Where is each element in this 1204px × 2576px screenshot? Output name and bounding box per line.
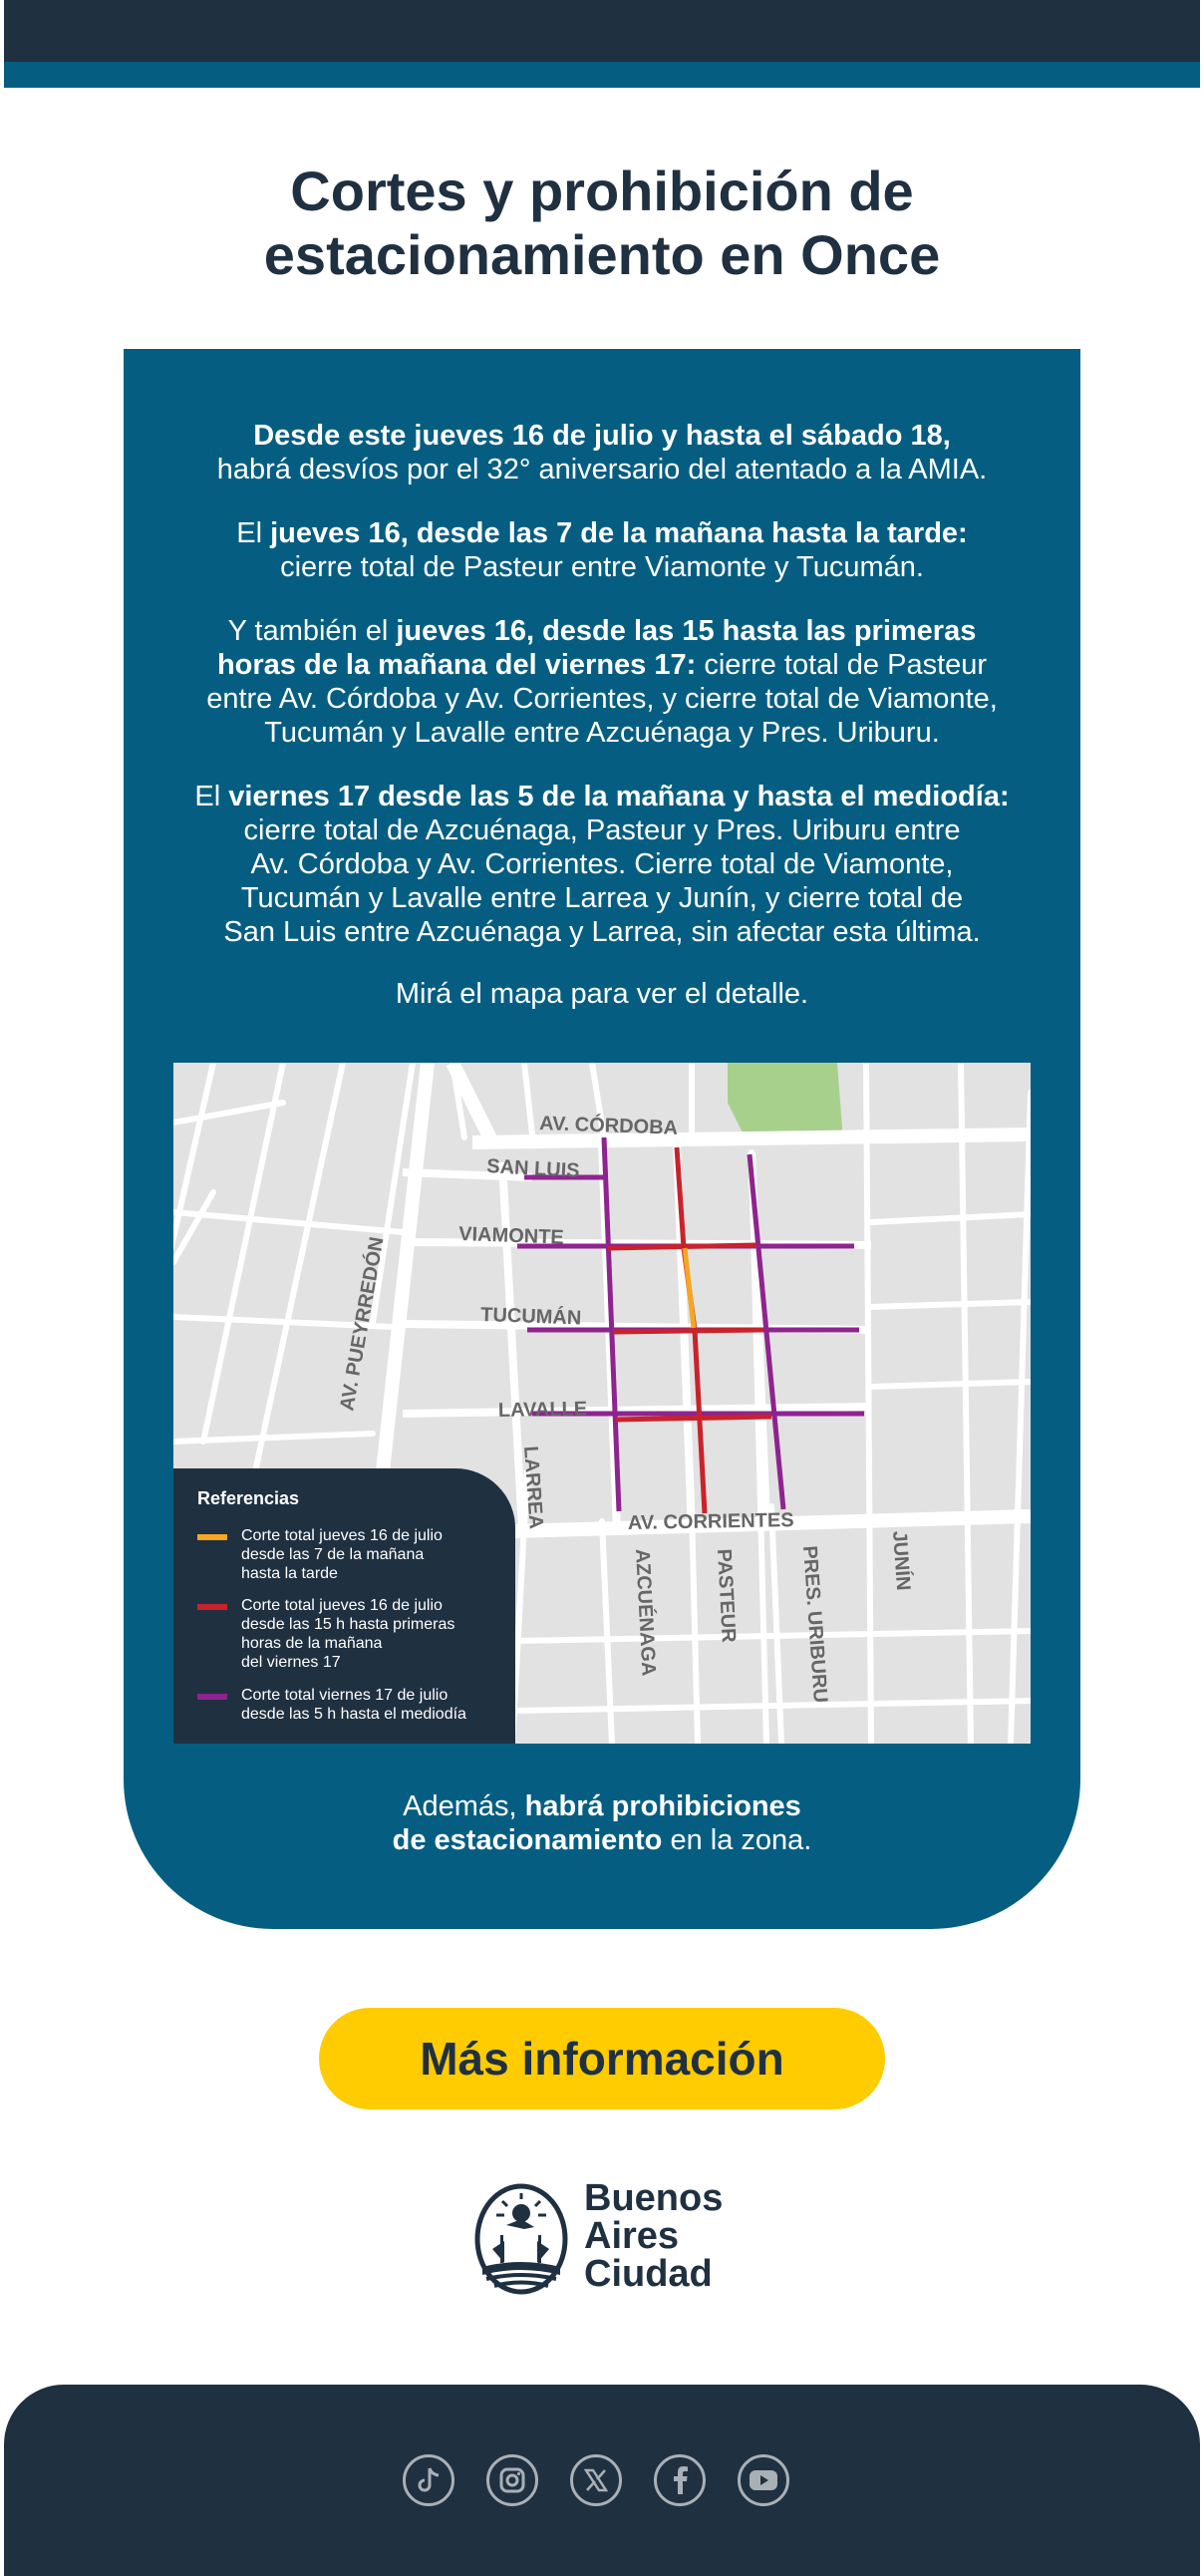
paragraph-thursday-morning <box>183 516 1021 584</box>
closures-map <box>173 1063 1031 1744</box>
p6-bold-2: de estacionamiento <box>392 1824 663 1856</box>
map-legend <box>173 1468 515 1744</box>
label-san-luis: SAN LUIS <box>485 1155 581 1182</box>
label-lavalle: LAVALLE <box>497 1398 588 1422</box>
p3-text-3: Tucumán y Lavalle entre Azcuénaga y Pres. Uriburu. <box>264 717 940 749</box>
label-uriburu: PRES. URIBURU <box>798 1544 831 1704</box>
city-emblem-icon <box>474 2183 568 2295</box>
p3-bold-2: horas de la mañana del viernes 17: <box>216 649 697 681</box>
p3-lead: Y también el <box>227 615 397 647</box>
p4-lead: El <box>194 781 229 812</box>
p3-bold-1: jueves 16, desde las 15 hasta las primeras <box>396 615 977 647</box>
footer <box>4 2385 1200 2576</box>
label-pasteur: PASTEUR <box>713 1548 740 1644</box>
legend-text-red: Corte total jueves 16 de julio desde las 15 h hasta primeras horas de la mañana del viernes 17 <box>241 1597 455 1671</box>
title-line-1: Cortes y prohibición de <box>290 160 914 222</box>
label-pueyrredon: AV. PUEYRREDÓN <box>336 1235 389 1413</box>
legend-title: Referencias <box>197 1488 300 1508</box>
label-junin: JUNÍN <box>888 1529 915 1592</box>
legend-text-purple: Corte total viernes 17 de julio desde las 5 h hasta el mediodía <box>241 1687 466 1723</box>
page-title <box>150 160 1054 287</box>
label-viamonte: VIAMONTE <box>457 1223 565 1249</box>
youtube-icon[interactable] <box>738 2454 789 2506</box>
p6-bold-1: habrá prohibiciones <box>524 1790 801 1822</box>
label-tucuman: TUCUMÁN <box>479 1304 582 1330</box>
p2-text: cierre total de Pasteur entre Viamonte y Tucumán. <box>280 551 924 583</box>
legend-text-orange: Corte total jueves 16 de julio desde las 7 de la mañana hasta la tarde <box>241 1527 443 1582</box>
title-line-2: estacionamiento en Once <box>263 223 941 286</box>
label-cordoba: AV. CÓRDOBA <box>538 1113 679 1139</box>
p4-text-1: cierre total de Azcuénaga, Pasteur y Pres. Uriburu entre <box>243 814 961 846</box>
facebook-icon[interactable] <box>654 2454 706 2506</box>
paragraph-friday <box>183 780 1021 949</box>
legend-swatch-purple <box>197 1694 227 1700</box>
paragraph-parking <box>183 1789 1021 1857</box>
top-bar <box>4 0 1200 62</box>
info-card <box>124 349 1080 1929</box>
p6-text: en la zona. <box>662 1824 812 1856</box>
p4-text-3: Tucumán y Lavalle entre Larrea y Junín, y cierre total de <box>240 882 964 914</box>
buenos-aires-logo[interactable] <box>474 2179 744 2299</box>
legend-swatch-red <box>197 1604 227 1610</box>
p2-bold: jueves 16, desde las 7 de la mañana hasta la tarde: <box>270 517 968 549</box>
logo-wordmark: Buenos Aires Ciudad <box>584 2177 724 2295</box>
p3-text-2: entre Av. Córdoba y Av. Corrientes, y cierre total de Viamonte, <box>206 683 998 715</box>
x-icon[interactable] <box>570 2454 622 2506</box>
p4-text-4: San Luis entre Azcuénaga y Larrea, sin afectar esta última. <box>223 916 981 948</box>
label-larrea: LARREA <box>519 1445 547 1530</box>
label-corrientes: AV. CORRIENTES <box>627 1509 794 1534</box>
paragraph-dates <box>183 419 1021 486</box>
p4-bold: viernes 17 desde las 5 de la mañana y hasta el mediodía: <box>228 781 1010 812</box>
p6-lead: Además, <box>403 1790 525 1822</box>
legend-swatch-orange <box>197 1534 227 1540</box>
instagram-icon[interactable] <box>486 2454 538 2506</box>
dates-text: habrá desvíos por el 32° aniversario del atentado a la AMIA. <box>216 454 988 485</box>
more-info-button[interactable]: Más información <box>319 2008 885 2109</box>
tiktok-icon[interactable] <box>403 2454 454 2506</box>
p4-text-2: Av. Córdoba y Av. Corrientes. Cierre total de Viamonte, <box>250 848 954 880</box>
top-accent-bar <box>4 62 1200 88</box>
label-azcuenaga: AZCUÉNAGA <box>631 1548 660 1677</box>
paragraph-thursday-afternoon <box>183 614 1021 750</box>
p3-text-1: cierre total de Pasteur <box>696 649 988 681</box>
paragraph-map-hint: Mirá el mapa para ver el detalle. <box>395 978 809 1010</box>
p2-lead: El <box>236 517 271 549</box>
dates-bold: Desde este jueves 16 de julio y hasta el sábado 18, <box>253 420 951 452</box>
